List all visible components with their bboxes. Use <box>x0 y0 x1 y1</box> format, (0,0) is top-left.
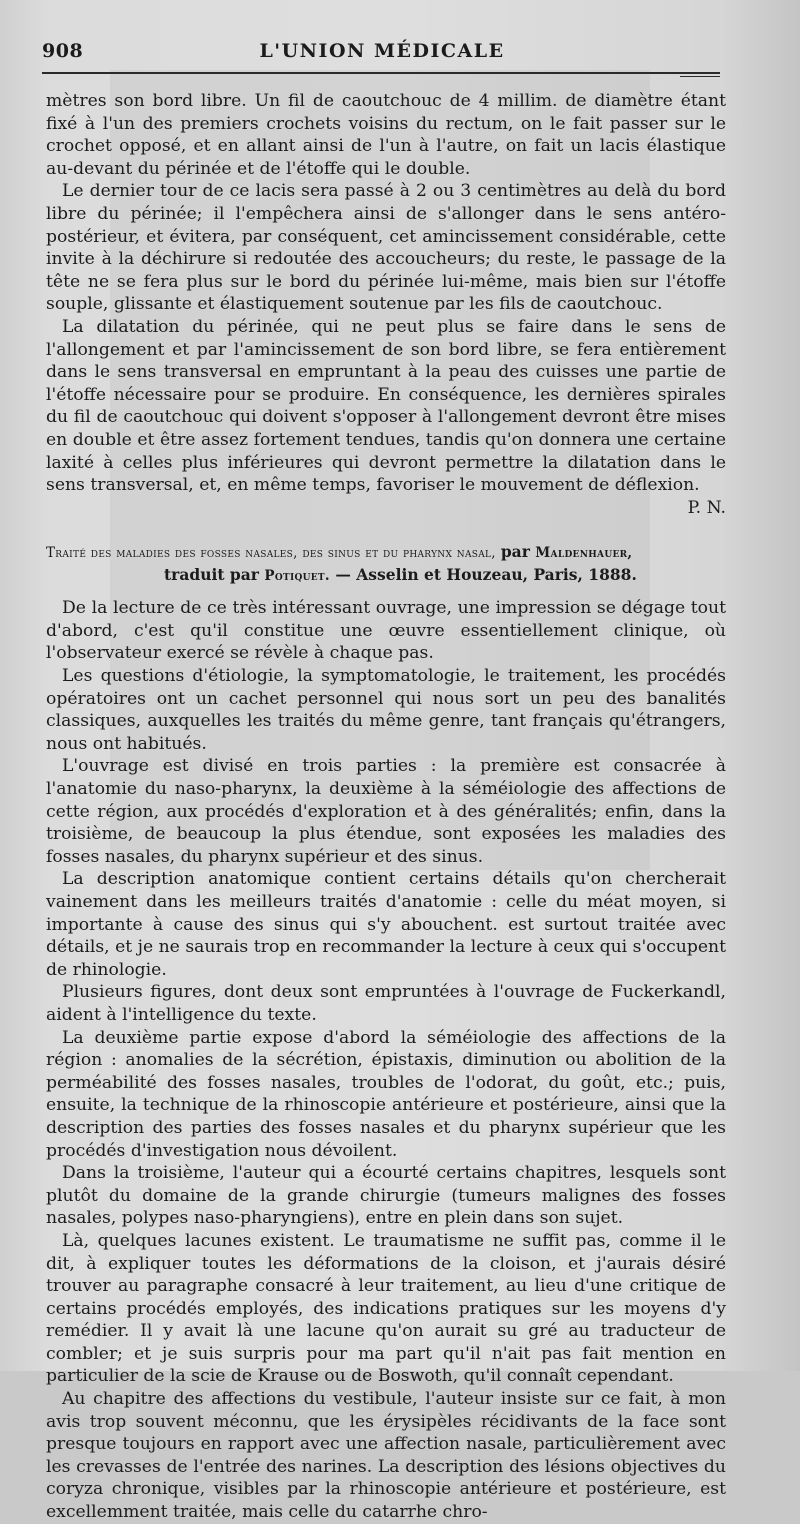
header-rule <box>42 72 720 74</box>
paragraph: De la lecture de ce très intéressant ouvrage, une impression se dégage tout d'abord, c'est qu'il constitue une œuvre essentiellement clinique, où l'observateur exercé se révèle à chaque pas. <box>46 598 726 664</box>
paragraph: Le dernier tour de ce lacis sera passé à 2 ou 3 centimètres au delà du bord libre du périnée; il l'empêchera ainsi de s'allonger dans le sens antéro-postérieur, et évitera, par conséquent, cet amincissement considérable, cette invite à la déchirure si redoutée des accoucheurs; du reste, le passage de la tête ne se fera plus sur le bord du périnée lui-même, mais bien sur l'étoffe souple, glissante et élastiquement soutenue par les fils de caoutchouc. <box>46 181 726 315</box>
book-translator: Potiquet. <box>264 568 330 585</box>
paragraph: La description anatomique contient certains détails qu'on chercherait vainement dans les meilleurs traités d'anatomie : celle du méat moyen, si importante à cause des sinus qui s'y abouchent. est surtout traitée avec détails, et je ne saurais trop en recommander la lecture à ceux qui s'occupent de rhinologie. <box>46 869 726 980</box>
review-heading <box>46 541 726 587</box>
book-author: Maldenhauer, <box>535 545 633 562</box>
book-publisher: — Asselin et Houzeau, Paris, 1888. <box>335 565 637 585</box>
paragraph: Dans la troisième, l'auteur qui a écourté certains chapitres, lesquels sont plutôt du domaine de la grande chirurgie (tumeurs malignes des fosses nasales, polypes naso-pharyngiens), entre en plein dans son sujet. <box>46 1163 726 1229</box>
paragraph: Au chapitre des affections du vestibule, l'auteur insiste sur ce fait, à mon avis trop souvent méconnu, que les érysipèles récidivants de la face sont presque toujours en rapport avec une affection nasale, particulièrement avec les crevasses de l'entrée des narines. La description des lésions objectives du coryza chronique, visibles par la rhinoscopie antérieure et postérieure, est excellemment traitée, mais celle du catarrhe chro- <box>46 1389 726 1523</box>
text-body <box>46 90 726 1524</box>
page-number: 908 <box>42 40 84 62</box>
paragraph: L'ouvrage est divisé en trois parties : la première est consacrée à l'anatomie du naso-pharynx, la deuxième à la séméiologie des affections de cette région, aux procédés d'exploration et à des généralités; enfin, dans la troisième, de beaucoup la plus étendue, sont exposées les maladies des fosses nasales, du pharynx supérieur et des sinus. <box>46 756 726 867</box>
author-signature: P. N. <box>687 497 726 518</box>
paragraph: Plusieurs figures, dont deux sont empruntées à l'ouvrage de Fuckerkandl, aident à l'intelligence du texte. <box>46 982 726 1025</box>
running-title: L'UNION MÉDICALE <box>259 40 505 62</box>
book-title: Traité des maladies des fosses nasales, des sinus et du pharynx nasal, <box>46 545 496 562</box>
header-rule-tail <box>680 76 720 77</box>
paragraph: Là, quelques lacunes existent. Le traumatisme ne suffit pas, comme il le dit, à expliquer toutes les déformations de la cloison, et j'aurais désiré trouver au paragraphe consacré à leur traitement, au lieu d'une critique de certains procédés employés, des indications pratiques sur les moyens d'y remédier. Il y avait là une lacune qu'on aurait su gré au traducteur de combler; et je suis surpris pour ma part qu'il n'ait pas fait mention en particulier de la scie de Krause ou de Boswoth, qu'il connaît cependant. <box>46 1230 726 1387</box>
paragraph: Les questions d'étiologie, la symptomatologie, le traitement, les procédés opératoires ont un cachet personnel qui nous sort un peu des banalités classiques, auxquelles les traités du même genre, tant français qu'étrangers, nous ont habitués. <box>46 666 726 754</box>
page-header <box>42 40 722 70</box>
heading-translated-by: traduit par <box>164 565 259 585</box>
paragraph: La dilatation du périnée, qui ne peut plus se faire dans le sens de l'allongement et par l'amincissement de son bord libre, se fera entièrement dans le sens transversal en empruntant à la peau des cuisses une partie de l'étoffe nécessaire pour se produire. En conséquence, les dernières spirales du fil de caoutchouc qui doivent s'opposer à l'allongement devront être mises en double et être assez fortement tendues, tandis qu'on donnera une certaine laxité à celles plus inférieures qui devront permettre la dilatation dans le sens transversal, et, en même temps, favoriser le mouvement de déflexion. <box>46 316 726 496</box>
paragraph: La deuxième partie expose d'abord la séméiologie des affections de la région : anomalies de la sécrétion, épistaxis, diminution ou abolition de la perméabilité des fosses nasales, troubles de l'odorat, du goût, etc.; puis, ensuite, la technique de la rhinoscopie antérieure et postérieure, ainsi que la description des parties des fosses nasales et du pharynx supérieur que les procédés d'investigation nous dévoilent. <box>46 1027 726 1161</box>
paragraph: mètres son bord libre. Un fil de caoutchouc de 4 millim. de diamètre étant fixé à l'un des premiers crochets voisins du rectum, on le fait passer sur le crochet opposé, et en allant ainsi de l'un à l'autre, on fait un lacis élastique au-devant du périnée et de l'étoffe qui le double. <box>46 91 726 179</box>
heading-line-2 <box>46 564 726 587</box>
heading-par: par <box>500 542 530 562</box>
